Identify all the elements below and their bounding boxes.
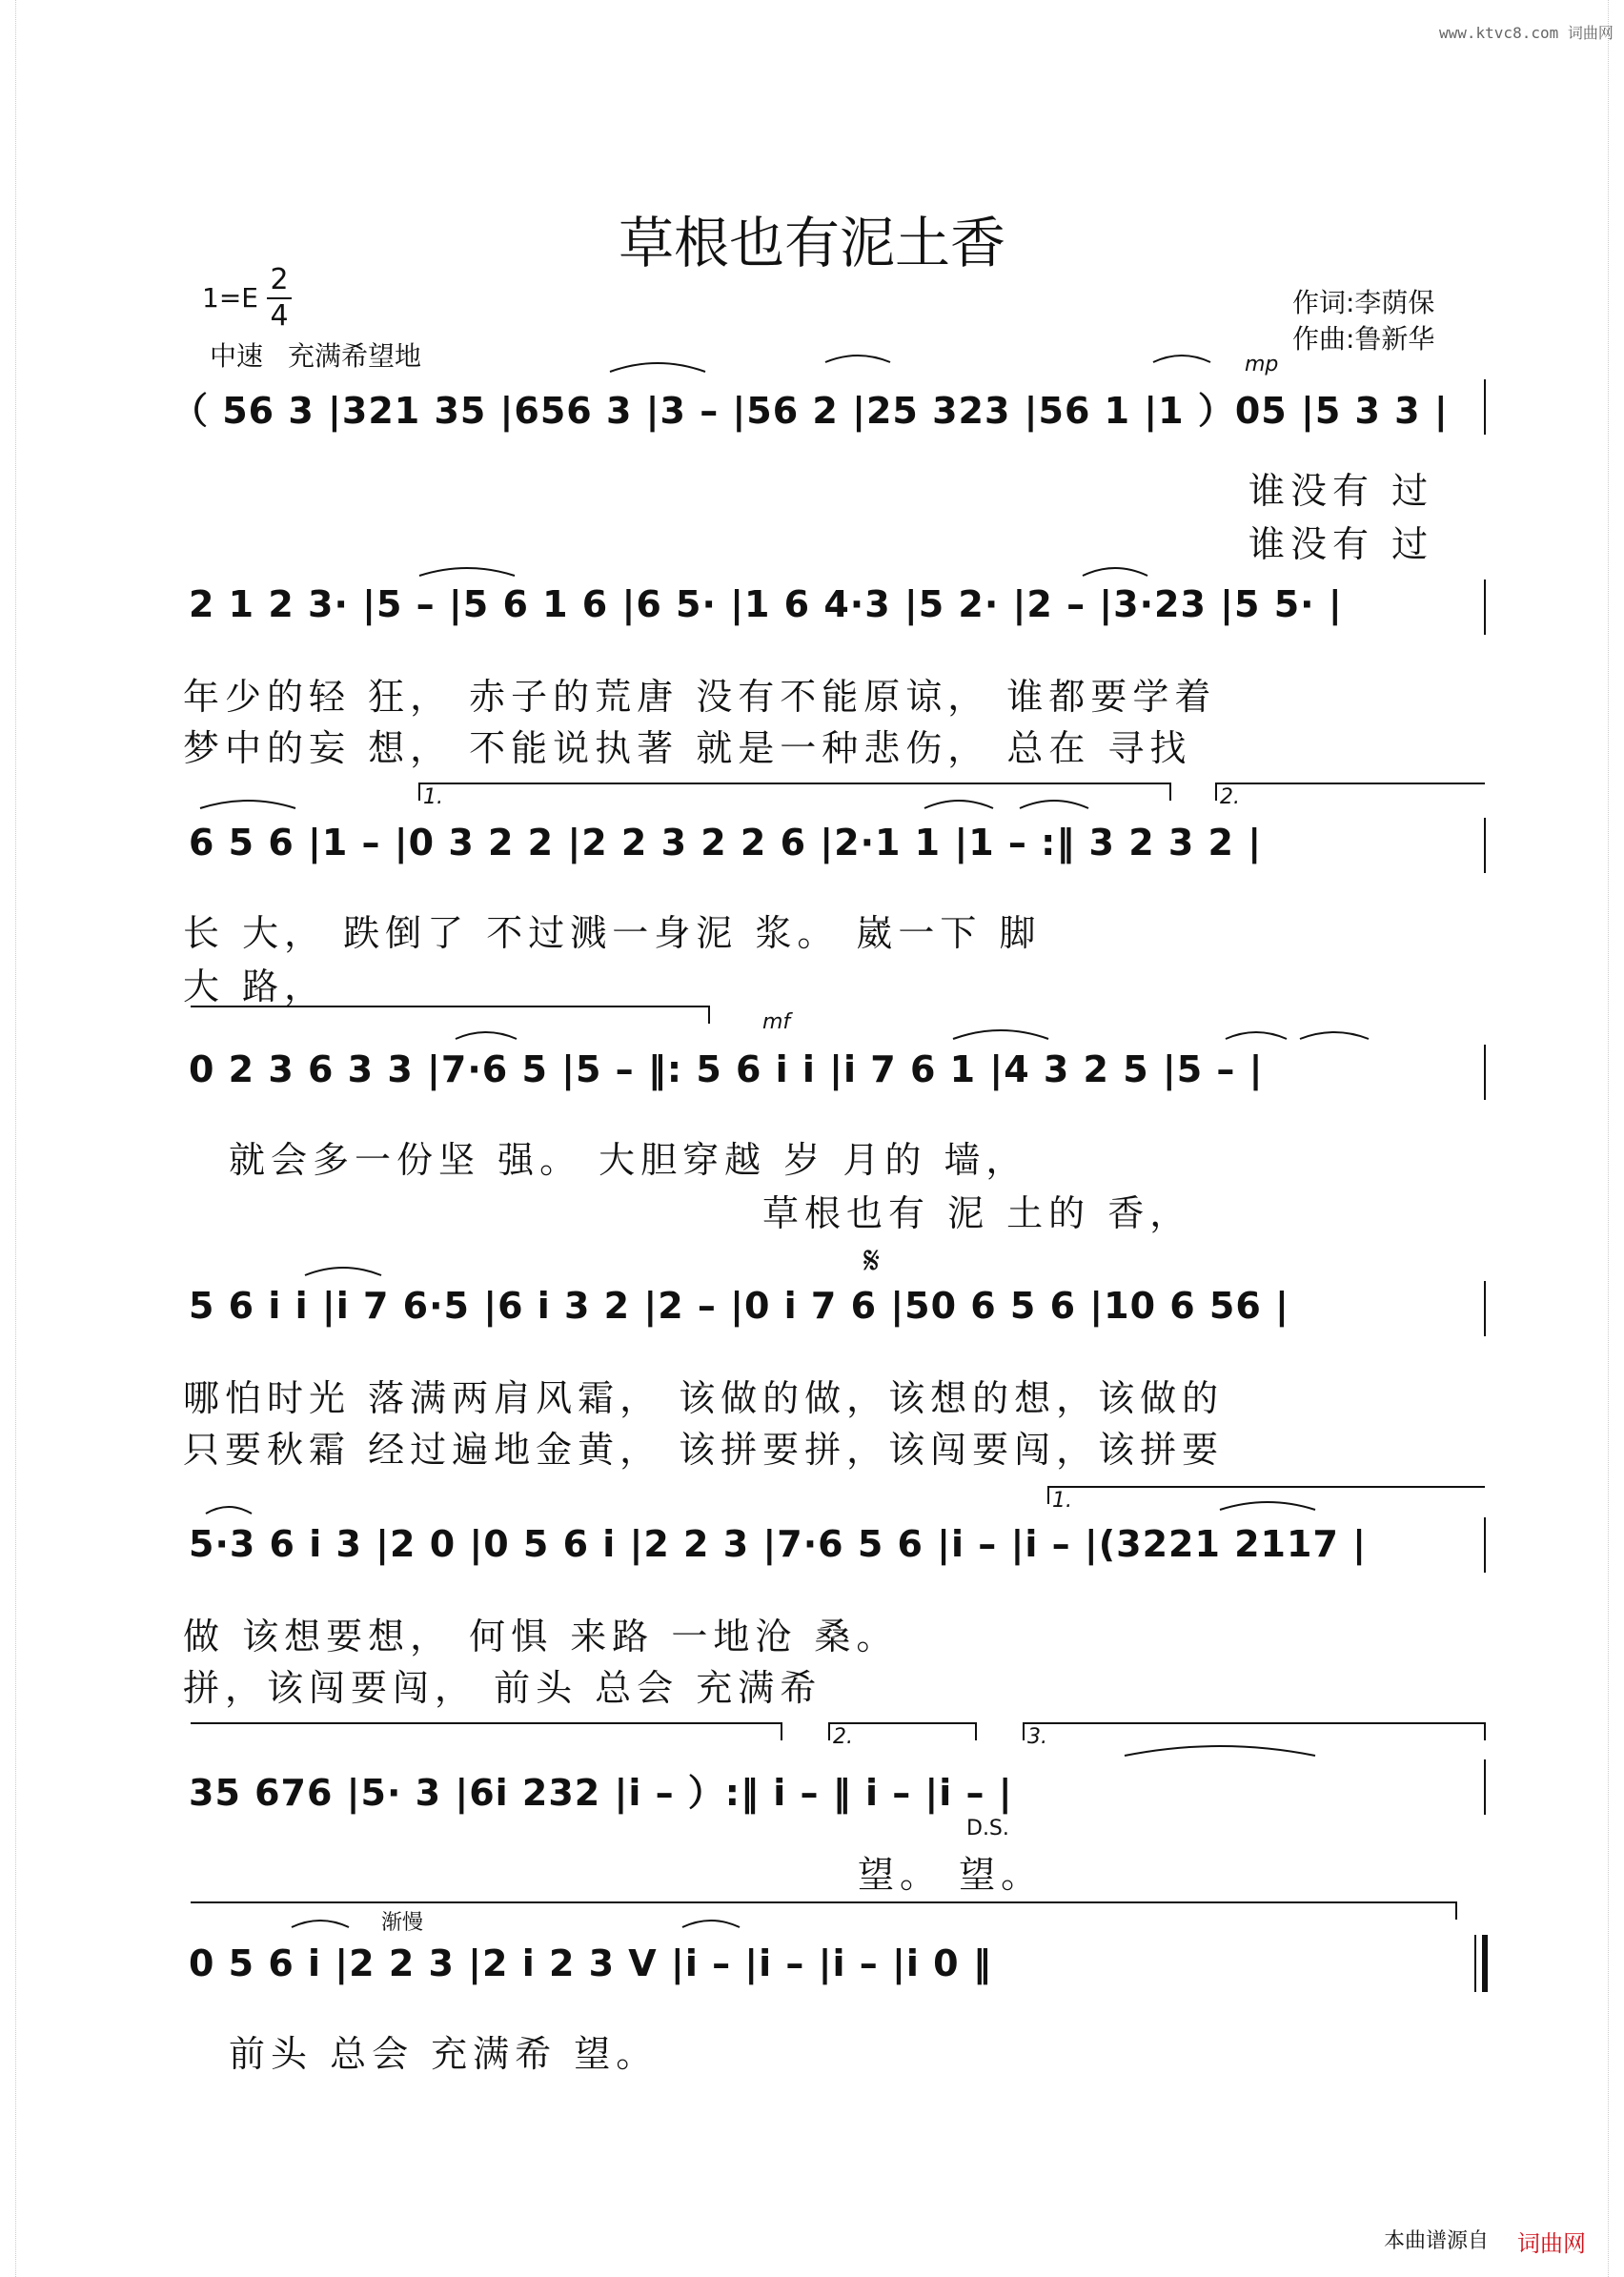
volta-2-label: 2. [1220, 785, 1240, 809]
lyric-line-3b: 大 路， [183, 966, 327, 1007]
notation-line-7: 35 676 |5· 3 |6i 232 |i – ）:‖ i – ‖ i – |i – | [189, 1772, 1013, 1814]
lyric-line-2a: 年少的轻 狂， 赤子的荒唐 没有不能原谅， 谁都要学着 [183, 676, 1217, 718]
tempo-marking: 中速 [210, 340, 264, 372]
notation-line-2: 2 1 2 3· |5 – |5 6 1 6 |6 5· |1 6 4·3 |5 2· |2 – |3·23 |5 5· | [189, 583, 1343, 625]
key-signature: 1=E [202, 282, 258, 314]
segno-sign: 𝄋 [863, 1239, 881, 1283]
lyric-line-1b: 谁没有 过 [1248, 523, 1434, 565]
lyric-line-1a: 谁没有 过 [1248, 470, 1434, 512]
expression-marking: 充满希望地 [288, 340, 422, 372]
lyric-line-8: 前头 总会 充满希 望。 [229, 2033, 659, 2075]
volta-2-label-b: 2. [833, 1725, 853, 1749]
notation-line-1: （ 56 3 |321 35 |656 3 |3 – |56 2 |25 323 |56 1 |1 ）05 |5 3 3 | [172, 390, 1449, 432]
lyric-line-4a: 就会多一份坚 强。 大胆穿越 岁 月的 墙， [229, 1139, 1028, 1181]
volta-1-label-b: 1. [1052, 1489, 1072, 1513]
notation-line-4: 0 2 3 6 3 3 |7·6 5 |5 – ‖: 5 6 i i |i 7 6 1 |4 3 2 5 |5 – | [189, 1048, 1264, 1090]
volta-3-label: 3. [1027, 1725, 1047, 1749]
watermark-text: www.ktvc8.com 词曲网 [1439, 24, 1614, 42]
time-sig-bottom: 4 [270, 299, 289, 333]
dynamic-mf: mf [762, 1010, 791, 1034]
volta-1-label: 1. [423, 785, 443, 809]
lyricist-credit: 作词:李荫保 [1292, 287, 1435, 318]
lyric-line-2b: 梦中的妄 想， 不能说执著 就是一种悲伤， 总在 寻找 [183, 727, 1192, 769]
footer-source-link[interactable]: 词曲网 [1517, 2230, 1586, 2257]
footer-source-label: 本曲谱源自 [1384, 2229, 1490, 2253]
lyric-line-3a: 长 大， 跌倒了 不过溅一身泥 浆。 崴一下 脚 [183, 912, 1042, 954]
lyric-line-6a: 做 该想要想， 何惧 来路 一地沧 桑。 [183, 1616, 899, 1657]
lyric-line-6b: 拼，该闯要闯， 前头 总会 充满希 [183, 1667, 822, 1709]
lyric-line-7: 望。 望。 [858, 1854, 1044, 1896]
lyric-line-5a: 哪怕时光 落满两肩风霜， 该做的做，该想的想，该做的 [183, 1377, 1225, 1419]
time-sig-top: 2 [270, 263, 289, 296]
notation-line-3: 6 5 6 |1 – |0 3 2 2 |2 2 3 2 2 6 |2·1 1 |1 – :‖ 3 2 3 2 | [189, 822, 1263, 864]
notation-line-6: 5·3 6 i 3 |2 0 |0 5 6 i |2 2 3 |7·6 5 6 |i – |i – |(3221 2117 | [189, 1523, 1367, 1565]
composer-credit: 作曲:鲁新华 [1292, 323, 1435, 355]
ds-marking: D.S. [966, 1817, 1009, 1840]
notation-line-5: 5 6 i i |i 7 6·5 |6 i 3 2 |2 – |0 i 7 6 |50 6 5 6 |10 6 56 | [189, 1285, 1289, 1327]
rit-marking: 渐慢 [381, 1911, 424, 1935]
notation-line-8: 0 5 6 i |2 2 3 |2 i 2 3 V |i – |i – |i – |i 0 ‖ [189, 1942, 992, 1984]
song-title: 草根也有泥土香 [618, 211, 1005, 275]
dynamic-mp: mp [1245, 353, 1279, 376]
lyric-line-4b: 草根也有 泥 土的 香， [762, 1192, 1192, 1234]
lyric-line-5b: 只要秋霜 经过遍地金黄， 该拼要拼，该闯要闯，该拼要 [183, 1429, 1225, 1471]
